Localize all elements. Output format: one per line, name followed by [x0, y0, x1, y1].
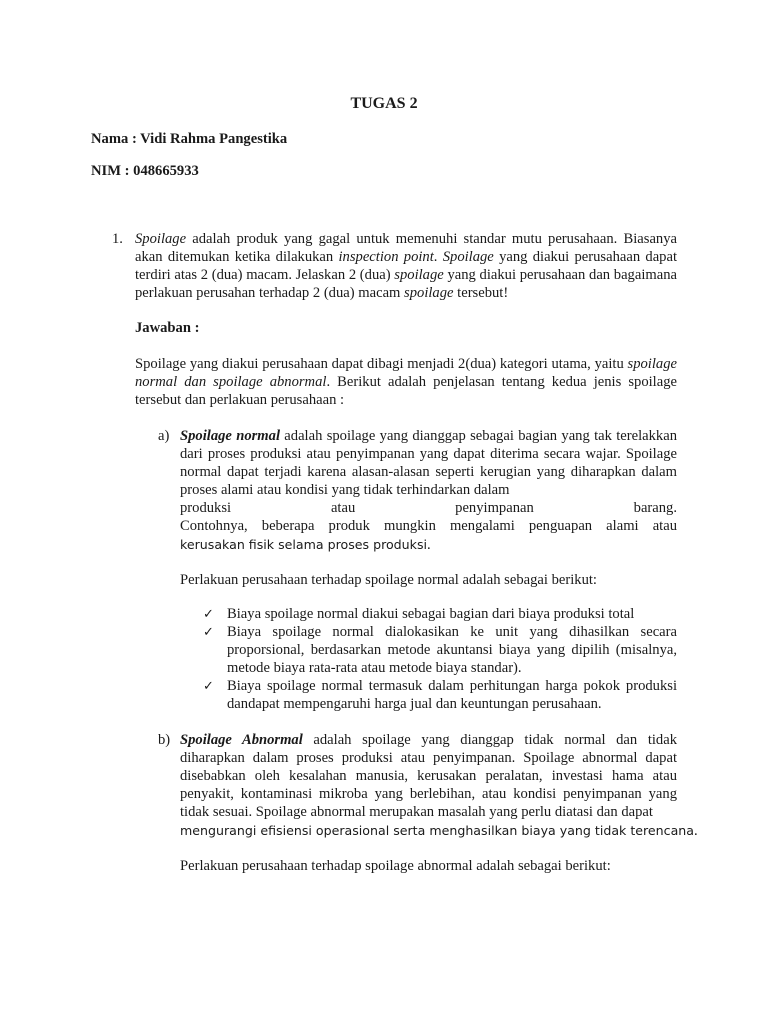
abnormal-line-end: mengurangi efisiensi operasional serta menghasilkan biaya yang tidak terencana.: [180, 823, 698, 839]
example-line-end: kerusakan fisik selama proses produksi.: [180, 537, 431, 553]
checklist: [203, 606, 677, 713]
item-marker-b: b): [158, 732, 171, 748]
checklist-item: ✓ Biaya spoilage normal diakui sebagai bagian dari biaya produksi total: [203, 606, 635, 622]
normal-spoilage-definition: Spoilage normal adalah spoilage yang dianggap sebagai bagian yang tak terelakkan dari proses produksi atau penyimpanan yang dapat diterima secara wajar. Spoilage normal dapat terjadi karena alasan-alasan seperti kerugian yang diharapkan dalam proses alami atau kondisi yang tidak terhindarkan dalam: [180, 428, 677, 498]
document-title: TUGAS 2: [350, 95, 418, 112]
question-text: Spoilage adalah produk yang gagal untuk memenuhi standar mutu perusahaan. Biasanya akan ditemukan ketika dilakukan inspection point. Spoilage yang diakui perusahaan dapat terdiri atas 2 (dua) macam. Jelaskan 2 (dua) spoilage yang diakui perusahaan dan bagaimana perlakuan perusahan terhadap 2 (dua) macam spoilage tersebut!: [135, 231, 678, 301]
student-nim: NIM : 048665933: [91, 163, 199, 179]
item-marker-a: a): [158, 428, 170, 444]
spread-line: produksi atau penyimpanan barang.: [180, 500, 677, 516]
student-name: Nama : Vidi Rahma Pangestika: [91, 131, 288, 147]
example-line: Contohnya, beberapa produk mungkin mengalami penguapan alami atau: [180, 518, 677, 534]
checklist-item: ✓ Biaya spoilage normal dialokasikan ke unit yang dihasilkan secara proporsional, berdasarkan metode akuntansi biaya yang dipilih (misalnya, metode biaya rata-rata atau metode biaya standar).: [203, 623, 677, 676]
abnormal-treatment-intro: Perlakuan perusahaan terhadap spoilage abnormal adalah sebagai berikut:: [180, 858, 611, 874]
answer-intro: Spoilage yang diakui perusahaan dapat dibagi menjadi 2(dua) kategori utama, yaitu spoilage normal dan spoilage abnormal. Berikut adalah penjelasan tentang kedua jenis spoilage tersebut dan perlakuan perusahaan :: [135, 356, 677, 408]
normal-treatment-intro: Perlakuan perusahaan terhadap spoilage normal adalah sebagai berikut:: [180, 572, 597, 588]
checkmark-icon: ✓: [203, 607, 214, 622]
term: Spoilage: [135, 231, 187, 247]
answer-heading: Jawaban :: [135, 320, 200, 336]
abnormal-spoilage-definition: Spoilage Abnormal adalah spoilage yang dianggap tidak normal dan tidak diharapkan dalam proses produksi atau penyimpanan. Spoilage abnormal dapat disebabkan oleh kesalahan manusia, kerusakan peralatan, investasi hama atau penyakit, kontaminasi mikroba yang berlebihan, atau kondisi penyimpanan yang tidak sesuai. Spoilage abnormal merupakan masalah yang perlu diatasi dan dapat: [180, 732, 677, 820]
checkmark-icon: ✓: [203, 678, 214, 694]
question-number: 1.: [112, 231, 123, 247]
checkmark-icon: ✓: [203, 624, 214, 640]
checklist-item: ✓ Biaya spoilage normal termasuk dalam perhitungan harga pokok produksi dandapat mempengaruhi harga jual dan keuntungan perusahaan.: [203, 677, 677, 712]
